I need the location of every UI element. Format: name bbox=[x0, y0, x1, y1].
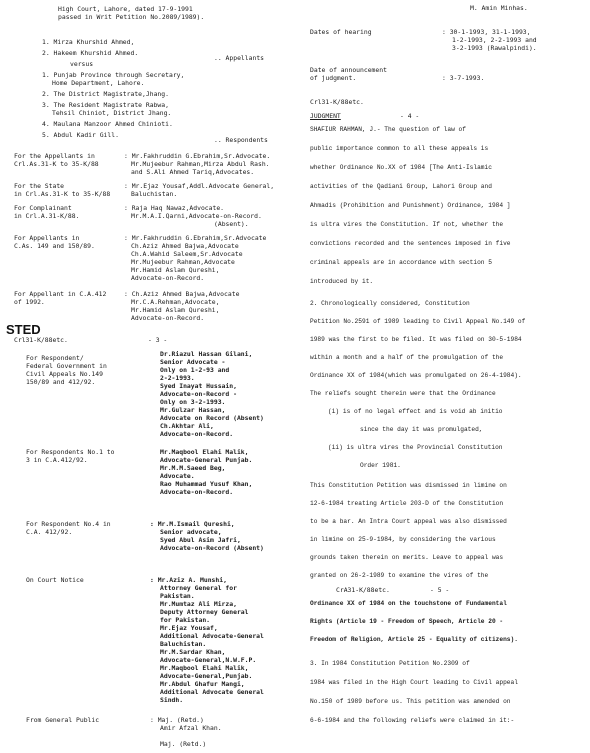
counsel-resp13-1: Mr.Maqbool Elahi Malik, bbox=[160, 448, 249, 456]
counsel-fedgov-label-3: Civil Appeals No.149 bbox=[26, 370, 103, 378]
body-line-21: 12-6-1984 treating Article 203-D of the Constitution bbox=[310, 500, 504, 507]
counsel-complainant-1: : Raja Haq Nawaz,Advocate. bbox=[124, 204, 225, 212]
counsel-ca412-2: Mr.C.A.Rehman,Advocate, bbox=[131, 298, 220, 306]
counsel-fedgov-5: Syed Inayat Hussain, bbox=[160, 382, 237, 390]
counsel-resp13-5: Rao Muhammad Yusuf Khan, bbox=[160, 480, 253, 488]
counsel-complainant-2: Mr.M.A.I.Qarni,Advocate-on-Record. bbox=[131, 212, 262, 220]
versus-label: versus bbox=[70, 60, 94, 68]
body-line-25: granted on 26-2-1989 to examine the vires of the bbox=[310, 572, 489, 579]
court-notice-10: Mr.M.Sardar Khan, bbox=[160, 648, 226, 656]
hearing-label: Dates of hearing bbox=[310, 28, 372, 36]
respondent-1a: 1. Punjab Province through Secretary, bbox=[42, 71, 185, 79]
counsel-ca149-1: : Mr.Fakhruddin G.Ebrahim,Sr.Advocate bbox=[124, 234, 267, 242]
body-line-7: convictions recorded and the sentences imposed in five bbox=[310, 240, 511, 247]
counsel-resp13-3: Mr.M.M.Saeed Beg, bbox=[160, 464, 226, 472]
court-notice-5: Deputy Attorney General bbox=[160, 608, 249, 616]
court-line-2: passed in Writ Petition No.2089/1989). bbox=[58, 13, 205, 21]
counsel-complainant-label-1: For Complainant bbox=[14, 204, 72, 212]
court-notice-11: Advocate-General,N.W.F.P. bbox=[160, 656, 257, 664]
counsel-fedgov-1: Dr.Riazul Hassan Gilani, bbox=[160, 350, 253, 358]
hearing-dates-2: 1-2-1993, 2-2-1993 and bbox=[452, 36, 537, 44]
court-notice-13: Advocate-General,Punjab. bbox=[160, 672, 253, 680]
counsel-fedgov-9: Advocate on Record (Absent) bbox=[160, 414, 264, 422]
appellant-1: 1. Mirza Khurshid Ahmed, bbox=[42, 38, 135, 46]
counsel-fedgov-label-2: Federal Government in bbox=[26, 362, 107, 370]
hearing-dates-1: : 30-1-1993, 31-1-1993, bbox=[442, 28, 531, 36]
judge-name: M. Amin Minhas. bbox=[470, 4, 528, 12]
respondent-2: 2. The District Magistrate,Jhang. bbox=[42, 90, 169, 98]
counsel-ca412-1: : Ch.Aziz Ahmed Bajwa,Advocate bbox=[124, 290, 240, 298]
body-line-13: within a month and a half of the promulgation of the bbox=[310, 354, 504, 361]
court-notice-3: Pakistan. bbox=[160, 592, 195, 600]
counsel-state-label-1: For the State bbox=[14, 182, 65, 190]
counsel-ca149-label-2: C.As. 149 and 150/89. bbox=[14, 242, 95, 250]
counsel-appellants-1: : Mr.Fakhruddin G.Ebrahim,Sr.Advocate. bbox=[124, 152, 271, 160]
right-page-mark-2: - 5 - bbox=[430, 586, 450, 594]
body-line-8: criminal appeals are in accordance with section 5 bbox=[310, 259, 492, 266]
court-notice-6: for Pakistan. bbox=[160, 616, 211, 624]
court-notice-1: : Mr.Aziz A. Munshi, bbox=[150, 576, 227, 584]
respondents-label: .. Respondents bbox=[214, 136, 268, 144]
counsel-appellants-label-1: For the Appellants in bbox=[14, 152, 95, 160]
body-line-1: SHAFIUR RAHMAN, J.- The question of law of bbox=[310, 126, 466, 133]
appellant-2: 2. Hakeem Khurshid Ahmed. bbox=[42, 49, 139, 57]
counsel-fedgov-7: Only on 3-2-1993. bbox=[160, 398, 226, 406]
respondent-3b: Tehsil Chiniot, District Jhang. bbox=[52, 109, 172, 117]
body-line-30: 1984 was filed in the High Court leading to Civil appeal bbox=[310, 679, 518, 686]
court-notice-15: Additional Advocate General bbox=[160, 688, 264, 696]
body-line-24: grounds taken therein on merits. Leave to appeal was bbox=[310, 554, 504, 561]
body-line-19: Order 1981. bbox=[360, 462, 401, 469]
court-notice-12: Mr.Maqbool Elahi Malik, bbox=[160, 664, 249, 672]
counsel-ca412-label-2: of 1992. bbox=[14, 298, 45, 306]
counsel-resp4-4: Advocate-on-Record (Absent) bbox=[160, 544, 264, 552]
counsel-fedgov-11: Advocate-on-Record. bbox=[160, 430, 234, 438]
counsel-fedgov-8: Mr.Gulzar Hassan, bbox=[160, 406, 226, 414]
court-notice-4: Mr.Mumtaz Ali Mirza, bbox=[160, 600, 237, 608]
counsel-resp4-3: Syed Abul Asim Jafri, bbox=[160, 536, 241, 544]
right-case-ref-2: CrA31-K/88etc. bbox=[336, 586, 390, 594]
counsel-ca412-3: Mr.Hamid Aslam Qureshi, bbox=[131, 306, 220, 314]
body-line-27: Rights (Article 19 - Freedom of Speech, Article 20 - bbox=[310, 618, 504, 625]
body-line-26: Ordinance XX of 1984 on the touchstone of Fundamental bbox=[310, 600, 507, 607]
body-line-4: activities of the Qadiani Group, Lahori Group and bbox=[310, 183, 492, 190]
left-page-mark: - 3 - bbox=[148, 336, 168, 344]
court-notice-16: Sindh. bbox=[160, 696, 184, 704]
counsel-fedgov-3: Only on 1-2-93 and bbox=[160, 366, 230, 374]
body-line-9: introduced by it. bbox=[310, 278, 374, 285]
counsel-resp13-label-1: For Respondents No.1 to bbox=[26, 448, 115, 456]
body-line-14: Ordinance XX of 1984(which was promulgated on 26-4-1984). bbox=[310, 372, 522, 379]
body-line-3: whether Ordinance No.XX of 1984 [The Anti-Islamic bbox=[310, 164, 492, 171]
counsel-resp13-4: Advocate. bbox=[160, 472, 195, 480]
counsel-complainant-label-2: in Crl.A.31-K/88. bbox=[14, 212, 80, 220]
announcement-label-2: of judgment. bbox=[310, 74, 357, 82]
court-notice-label: On Court Notice bbox=[26, 576, 84, 584]
appellants-label: .. Appellants bbox=[214, 54, 265, 62]
respondent-1b: Home Department, Lahore. bbox=[52, 79, 145, 87]
body-line-12: 1989 was the first to be filed. It was filed on 30-5-1984 bbox=[310, 336, 522, 343]
counsel-resp13-2: Advocate-General Punjab. bbox=[160, 456, 253, 464]
court-notice-2: Attorney General for bbox=[160, 584, 237, 592]
counsel-fedgov-6: Advocate-on-Record - bbox=[160, 390, 237, 398]
counsel-fedgov-2: Senior Advocate - bbox=[160, 358, 226, 366]
counsel-ca149-5: Mr.Hamid Aslam Qureshi, bbox=[131, 266, 220, 274]
court-notice-7: Mr.Ejaz Yousaf, bbox=[160, 624, 218, 632]
judgment-heading: JUDGMENT bbox=[310, 112, 341, 120]
court-notice-8: Additional Advocate-General bbox=[160, 632, 264, 640]
court-notice-9: Baluchistan. bbox=[160, 640, 207, 648]
counsel-appellants-2: Mr.Mujeebur Rahman,Mirza Abdul Rash. bbox=[131, 160, 270, 168]
counsel-ca412-label-1: For Appellant in C.A.412 bbox=[14, 290, 107, 298]
counsel-fedgov-label-1: For Respondent/ bbox=[26, 354, 84, 362]
counsel-resp13-6: Advocate-on-Record. bbox=[160, 488, 234, 496]
counsel-state-label-2: in Crl.As.31-K to 35-K/88 bbox=[14, 190, 111, 198]
body-line-6: is ultra vires the Constitution. If not, whether the bbox=[310, 221, 504, 228]
court-line-1: High Court, Lahore, dated 17-9-1991 bbox=[58, 5, 193, 13]
hearing-dates-3: 3-2-1993 (Rawalpindi). bbox=[452, 44, 537, 52]
body-line-18: (ii) is ultra vires the Provincial Constitution bbox=[328, 444, 503, 451]
counsel-fedgov-label-4: 150/89 and 412/92. bbox=[26, 378, 96, 386]
right-page-mark: - 4 - bbox=[400, 112, 420, 120]
court-notice-14: Mr.Abdul Ghafur Mangi, bbox=[160, 680, 245, 688]
left-case-ref: Crl31-K/88etc. bbox=[14, 336, 68, 344]
respondent-3a: 3. The Resident Magistrate Rabwa, bbox=[42, 101, 169, 109]
respondent-5: 5. Abdul Kadir Gill. bbox=[42, 131, 119, 139]
counsel-resp13-label-2: 3 in C.A.412/92. bbox=[26, 456, 88, 464]
counsel-resp4-label-2: C.A. 412/92. bbox=[26, 528, 73, 536]
general-public-1: : Maj. (Retd.) bbox=[150, 716, 204, 724]
body-line-10: 2. Chronologically considered, Constitution bbox=[310, 300, 470, 307]
body-line-23: in limine on 25-9-1984, by considering the various bbox=[310, 536, 496, 543]
counsel-fedgov-10: Ch.Akhtar Ali, bbox=[160, 422, 214, 430]
counsel-resp4-1: : Mr.M.Ismail Qureshi, bbox=[150, 520, 235, 528]
general-public-2: Amir Afzal Khan. bbox=[160, 724, 222, 732]
counsel-complainant-3: (Absent). bbox=[214, 220, 249, 228]
body-line-22: to be a bar. An Intra Court appeal was also dismissed bbox=[310, 518, 507, 525]
announcement-date: : 3-7-1993. bbox=[442, 74, 485, 82]
counsel-appellants-3: and S.Ali Ahmed Tariq,Advocates. bbox=[131, 168, 255, 176]
announcement-label-1: Date of announcement bbox=[310, 66, 387, 74]
counsel-state-1: : Mr.Ejaz Yousaf,Addl.Advocate General, bbox=[124, 182, 275, 190]
body-line-15: The reliefs sought therein were that the Ordinance bbox=[310, 390, 496, 397]
counsel-ca149-4: Mr.Mujeebur Rahman,Advocate bbox=[131, 258, 235, 266]
general-public-label: From General Public bbox=[26, 716, 100, 724]
counsel-ca149-label-1: For Appellants in bbox=[14, 234, 80, 242]
right-case-ref: Crl31-K/88etc. bbox=[310, 98, 364, 106]
body-line-20: This Constitution Petition was dismissed in limine on bbox=[310, 482, 507, 489]
respondent-4: 4. Maulana Manzoor Ahmed Chinioti. bbox=[42, 120, 173, 128]
body-line-2: public importance common to all these appeals is bbox=[310, 145, 489, 152]
body-line-5: Ahmadis (Prohibition and Punishment) Ordinance, 1984 ] bbox=[310, 202, 511, 209]
counsel-ca412-4: Advocate-on-Record. bbox=[131, 314, 205, 322]
ested-stamp: STED bbox=[6, 322, 41, 337]
counsel-appellants-label-2: Crl.As.31-K to 35-K/88 bbox=[14, 160, 99, 168]
body-line-11: Petition No.2591 of 1989 leading to Civil Appeal No.149 of bbox=[310, 318, 526, 325]
counsel-ca149-2: Ch.Aziz Ahmed Bajwa,Advocate bbox=[131, 242, 239, 250]
counsel-state-2: Baluchistan. bbox=[131, 190, 178, 198]
counsel-fedgov-4: 2-2-1993. bbox=[160, 374, 195, 382]
body-line-31: No.150 of 1989 before us. This petition was amended on bbox=[310, 698, 511, 705]
body-line-29: 3. In 1984 Constitution Petition No.2309 of bbox=[310, 660, 470, 667]
counsel-resp4-label-1: For Respondent No.4 in bbox=[26, 520, 111, 528]
counsel-ca149-6: Advocate-on-Record. bbox=[131, 274, 205, 282]
body-line-28: Freedom of Religion, Article 25 - Equality of citizens). bbox=[310, 636, 518, 643]
body-line-17: since the day it was promulgated, bbox=[360, 426, 483, 433]
counsel-resp4-2: Senior advocate, bbox=[160, 528, 222, 536]
body-line-32: 6-6-1984 and the following reliefs were claimed in it:- bbox=[310, 717, 515, 724]
counsel-ca149-3: Ch.A.Wahid Saleem,Sr.Advocate bbox=[131, 250, 243, 258]
body-line-16: (i) is of no legal effect and is void ab initio bbox=[328, 408, 503, 415]
general-public-3: Maj. (Retd.) bbox=[160, 740, 207, 748]
